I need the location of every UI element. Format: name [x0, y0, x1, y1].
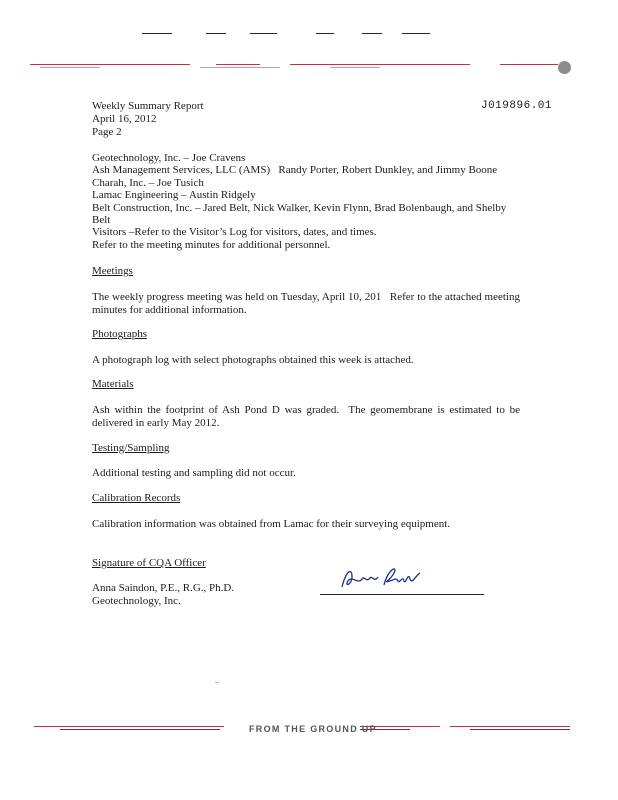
signature-line [320, 594, 484, 595]
section-heading-meetings: Meetings [92, 265, 133, 277]
scan-speck [215, 682, 219, 683]
page-number: Page 2 [92, 126, 122, 138]
section-heading-photographs: Photographs [92, 328, 147, 340]
section-text-photographs: A photograph log with select photographs obtained this week is attached. [92, 354, 414, 366]
section-text-materials: Ash within the footprint of Ash Pond D was graded. The geomembrane is estimated to be delivered in early May 2012. [92, 404, 523, 429]
signer-block [92, 582, 234, 608]
report-title: Weekly Summary Report [92, 100, 204, 112]
section-heading-materials: Materials [92, 378, 134, 390]
letterhead-dash [402, 33, 430, 34]
report-date: April 16, 2012 [92, 113, 157, 125]
personnel-line: Charah, Inc. – Joe Tusich [92, 176, 204, 189]
letterhead-footer [30, 724, 570, 738]
handwritten-signature [338, 563, 422, 593]
letterhead-logo-mark [558, 61, 571, 74]
letterhead-dash [362, 33, 382, 34]
personnel-line: Lamac Engineering – Austin Ridgely [92, 189, 256, 202]
section-text-testing: Additional testing and sampling did not occur. [92, 467, 296, 479]
personnel-line: Ash Management Services, LLC (AMS) Randy Porter, Robert Dunkley, and Jimmy Boone [92, 164, 498, 177]
section-heading-calibration: Calibration Records [92, 492, 181, 504]
letterhead-dash [206, 33, 226, 34]
document-id: J019896.01 [480, 100, 552, 112]
letterhead-dash [250, 33, 277, 34]
personnel-line: Refer to the meeting minutes for additional personnel. [92, 238, 331, 251]
personnel-line: Visitors –Refer to the Visitor’s Log for visitors, dates, and times. [92, 226, 377, 239]
section-text-calibration: Calibration information was obtained from Lamac for their surveying equipment. [92, 518, 451, 530]
report-header [92, 100, 204, 139]
personnel-line: Geotechnology, Inc. – Joe Cravens [92, 152, 246, 164]
signer-name: Anna Saindon, P.E., R.G., Ph.D. [92, 582, 235, 594]
personnel-list [92, 152, 512, 251]
signer-company: Geotechnology, Inc. [92, 595, 181, 607]
letterhead-dash [142, 33, 172, 34]
letterhead-rule [30, 64, 558, 68]
personnel-line: Belt Construction, Inc. – Jared Belt, Nick Walker, Kevin Flynn, Brad Bolenbaugh, and Shelby Belt [92, 201, 507, 227]
letterhead-dash [316, 33, 334, 34]
footer-tagline: FROM THE GROUND UP [249, 724, 377, 734]
signature-heading: Signature of CQA Officer [92, 557, 206, 569]
section-text-meetings: The weekly progress meeting was held on Tuesday, April 10, 201 Refer to the attached meeting minutes for additional information. [92, 291, 523, 316]
section-heading-testing: Testing/Sampling [92, 442, 170, 454]
